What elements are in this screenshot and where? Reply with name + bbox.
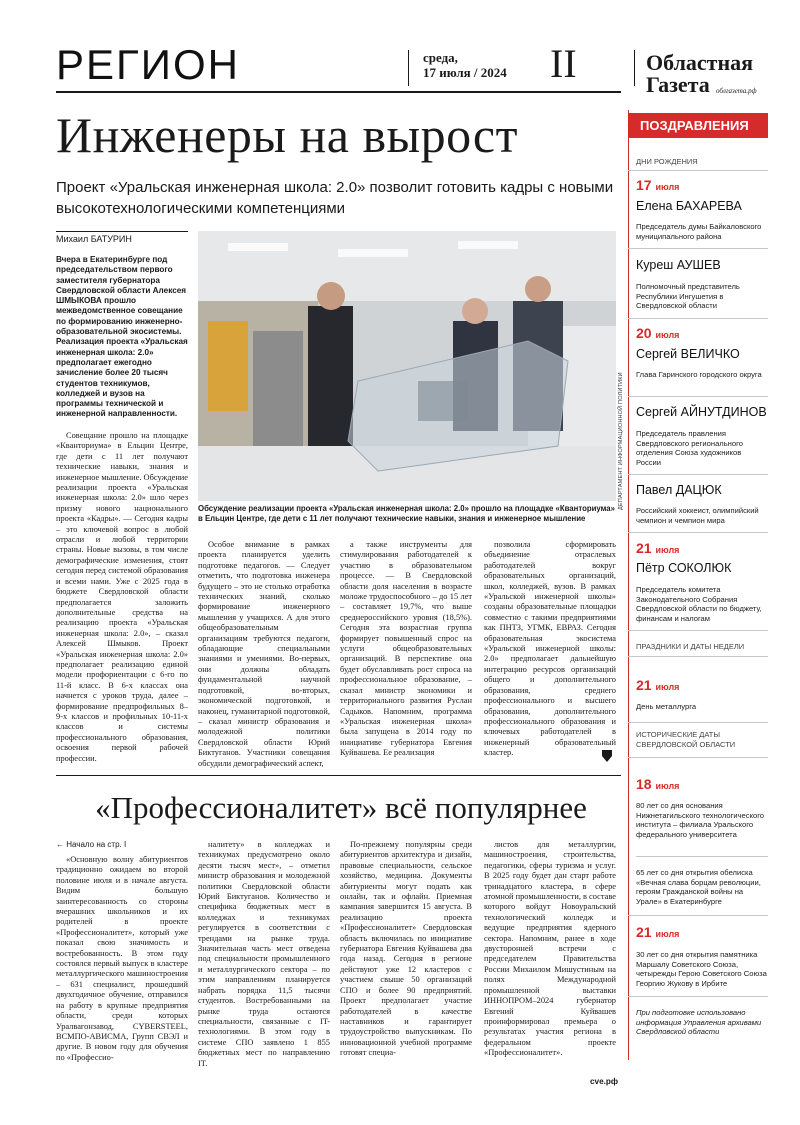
- sidebar-divider: [628, 915, 768, 916]
- photo-credit: ДЕПАРТАМЕНТ ИНФОРМАЦИОННОЙ ПОЛИТИКИ: [618, 372, 624, 510]
- author-rule: [56, 231, 188, 232]
- article-lead: Проект «Уральская инженерная школа: 2.0» позволит готовить кадры с новыми высокотехнологическими компетенциями: [56, 179, 614, 217]
- sidebar-divider: [628, 248, 768, 249]
- article-column: [198, 840, 330, 1068]
- article-author: Михаил БАТУРИН: [56, 234, 132, 244]
- date-day: 18: [636, 776, 652, 792]
- history-item: 80 лет со дня основания Нижнетагильского технологического института – филиала Уральского федерального университета: [636, 801, 765, 839]
- sidebar-divider: [628, 656, 768, 657]
- date-day: 21: [636, 540, 652, 556]
- article-column: [340, 840, 472, 1065]
- history-item: 65 лет со дня открытия обелиска «Вечная слава борцам революции, героям Гражданской войны на Урале» в Екатеринбурге: [636, 868, 761, 906]
- article-column: [484, 540, 616, 758]
- sidebar-name: Сергей ВЕЛИЧКО: [636, 347, 740, 361]
- sidebar-date: [636, 177, 679, 193]
- article-text: По-прежнему популярны среди абитуриентов архитектура и дизайн, правовые специальности, сельское хозяйство, медицина. Документы абитуриенты могут подать как онлайн, так и офлайн. Приемная кампания завершится 15 августа. В реализацию проекта «Профессионалитет» Свердловская область включилась по инициативе губернатора Евгения Куйвашева два года назад. Сегодня в регионе действуют уже 12 кластеров с участием свыше 50 организаций СПО и более 90 предприятий. Проект предполагает участие работодателей в качестве наставников и гарантирует трудоустройство выпускникам. По инновационной учебной программе готовят специа-: [340, 840, 472, 1058]
- continued-label: Начало на стр. I: [66, 840, 127, 849]
- sidebar-divider: [628, 722, 768, 723]
- logo-line-1: Областная: [646, 50, 754, 75]
- article-column: [198, 540, 330, 766]
- article-headline: Инженеры на вырост: [56, 107, 518, 163]
- sidebar-name: Елена БАХАРЕВА: [636, 199, 742, 213]
- issue-weekday: среда,: [423, 50, 458, 65]
- sidebar-name: Павел ДАЦЮК: [636, 483, 722, 497]
- sidebar-divider: [628, 757, 768, 758]
- holiday-name: День металлурга: [636, 702, 697, 711]
- date-day: 17: [636, 177, 652, 193]
- history-item: 30 лет со дня открытия памятника Маршалу Советского Союза, четырежды Герою Советского Союза Георгию Жукову в Ирбите: [636, 950, 767, 988]
- sidebar-divider: [628, 396, 768, 397]
- section-title: РЕГИОН: [56, 41, 240, 88]
- sidebar-divider: [636, 856, 768, 857]
- sidebar-desc: Председатель думы Байкаловского муниципального района: [636, 222, 762, 241]
- logo-line-2: Газета: [646, 72, 710, 97]
- sidebar-footnote: При подготовке использовано информация Управления архивами Свердловской области: [636, 1008, 762, 1037]
- article-text: «Основную волну абитуриентов традиционно ожидаем во второй половине июля и в начале августа. Видим большую заинтересованность со стороны вчерашних школьников и их родителей в проекте «Профессионалитет», который уже показал свою значимость и востребованность. В этом году состоялся первый выпуск в кластере металлургического машиностроения – 631 специалист, прошедший двухгодичное обучение, отправился на работу в крупные предприятия области, среди которых Уралвагонзавод, CYBERSTEEL, ВСМПО-АВИСМА, Групп СВЭЛ и другие. В новом году для обучения по «Профессио-: [56, 855, 188, 1062]
- article-text: а также инструменты для стимулирования работодателей к участию в образовательном процессе. — В Свердловской области доля населения в возрасте моложе трудоспособного – до 15 лет – составляет 19,7%, что выше среднероссийского уровня (18,5%). Сегодня эта возрастная группа формирует повышенный спрос на услуги общеобразовательных организаций. В перспективе она будет обуславливать рост спроса на профессиональное образование, – сказал министр экономики и территориального развития Руслан Садыков. Напомним, программа «Уральская инженерная школа» была запущена в 2014 году по инициативе губернатора Евгения Куйвашева. Ее реализация: [340, 540, 472, 758]
- sidebar-divider: [628, 630, 768, 631]
- sidebar-date: [636, 924, 679, 940]
- sidebar-desc: Глава Гаринского городского округа: [636, 370, 762, 379]
- article-column: [56, 855, 188, 1060]
- date-day: 20: [636, 325, 652, 341]
- article-intro: Вчера в Екатеринбурге под председательством первого заместителя губернатора Свердловской области Алексея ШМЫКОВА прошло межведомственное совещание по формированию инженерно-образовательной экосистемы. Реализация проекта «Уральская инженерная школа: 2.0» предполагает ежегодно зачисление более 20 тысяч студентов техникумов, колледжей и вузов на программы технической и инженерной направленности.: [56, 255, 188, 419]
- photo-caption: Обсуждение реализации проекта «Уральская инженерная школа: 2.0» прошло на площадке «Кванториума» в Ельцин Центре, где дети с 11 лет получают технические навыки, знания и инженерное мышление: [198, 504, 615, 523]
- sidebar-desc: Российский хоккеист, олимпийский чемпион и чемпион мира: [636, 506, 759, 525]
- sidebar-desc: Председатель правления Свердловского регионального отделения Союза художников России: [636, 429, 743, 467]
- date-month: июля: [655, 781, 680, 791]
- issue-full-date: 17 июля / 2024: [423, 65, 507, 80]
- sidebar-date: [636, 776, 679, 792]
- sidebar-desc: Полномочный представитель Республики Ингушетия в Свердловской области: [636, 282, 740, 311]
- brand-url: облгазета.рф: [716, 87, 757, 95]
- article-column: [484, 840, 616, 1058]
- sidebar-date: [636, 325, 679, 341]
- sidebar-divider: [628, 532, 768, 533]
- sidebar-section-birthdays: ДНИ РОЖДЕНИЯ: [636, 157, 698, 166]
- date-day: 21: [636, 924, 652, 940]
- arrow-left-icon: ←: [56, 840, 67, 849]
- page-number: II: [550, 41, 577, 86]
- article-text: позволила сформировать объединение отраслевых работодателей вокруг образовательных организаций, школ, колледжей, вузов. В рамках «Уральской инженерной школы» созданы образовательные площадки совместно с такими предприятиями как ПНТЗ, УГМК, ЕВРАЗ. Сегодня образовательная экосистема «Уральской инженерной школы: 2.0» предполагает дальнейшую интеграцию ресурсов организаций общего и дополнительного образования, среднего профессионального и высшего образования, дополнительного профессионального образования и ключевых работодателей в инженерный образовательный кластер.: [484, 540, 616, 758]
- sidebar-divider: [628, 474, 768, 475]
- sidebar-name: Пётр СОКОЛЮК: [636, 561, 732, 575]
- sidebar-name: Куреш АУШЕВ: [636, 258, 721, 272]
- article-column: [56, 431, 188, 766]
- article-photo: [198, 231, 616, 501]
- article-column: [340, 540, 472, 766]
- article-text: Особое внимание в рамках проекта планируется уделить подготовке педагогов. — Следует отметить, что подготовка инженера будущего – это не столько отработка технических знаний, сколько формирование инженерного мышления у учащихся. А для этого общеобразовательным организациям требуются педагоги, обладающие специальными знаниями и умениями. Во-первых, они должны обладать фундаментальной научной подготовкой, во-вторых, экономической подготовкой, и наконец, гуманитарной подготовкой, – сказал министр образования и молодежной политики Свердловской области Юрий Биктуганов. Участники совещания обсудили демографический аспект,: [198, 540, 330, 768]
- header-rule: [56, 91, 621, 93]
- date-day: 21: [636, 677, 652, 693]
- source-link[interactable]: сvе.рф: [590, 1077, 619, 1086]
- sidebar-desc: Председатель комитета Законодательного Собрания Свердловской области по бюджету, финансам и налогам: [636, 585, 762, 623]
- sidebar-divider: [628, 318, 768, 319]
- sidebar-section-holidays: ПРАЗДНИКИ И ДАТЫ НЕДЕЛИ: [636, 642, 745, 651]
- date-month: июля: [655, 182, 680, 192]
- sidebar-date: [636, 677, 679, 693]
- article-text: Совещание прошло на площадке «Кванториума» в Ельцин Центре, где дети с 11 лет получают технические навыки, знания и инженерное мышление. Обсуждение реализации проекта «Уральская инженерная школа: 2.0» шло через призму нового национального проекта «Кадры». — Сегодня кадры – это ключевой вопрос в любой отрасли и любой территории страны. Новые вызовы, в том числе демографические изменения, стоят сегодня перед системой образования и всеми нами. Уже с 2025 года в бюджете Свердловской области предполагается заложить дополнительные средства на реализацию проекта «Уральская инженерная школа: 2.0», – сказал Алексей Шмыков. Проект «Уральская инженерная школа: 2.0» предполагает реализацию единой модели профориентации с 6-го по 11-й класс. В 6-х классах она начнется с уроков труда, далее – формирование предпрофильных 8–9-х классов и профильных 10-11-х классов и системы профессионального образования, освоения первой рабочей профессии.: [56, 431, 188, 763]
- header-divider: [634, 50, 635, 86]
- sidebar-date: [636, 540, 679, 556]
- sidebar-title: ПОЗДРАВЛЕНИЯ: [628, 113, 768, 138]
- date-month: июля: [655, 929, 680, 939]
- end-mark-icon: [600, 748, 614, 764]
- sidebar-name: Сергей АЙНУТДИНОВ: [636, 405, 767, 419]
- date-month: июля: [655, 682, 680, 692]
- date-month: июля: [655, 330, 680, 340]
- sidebar-border: [628, 110, 629, 1060]
- sidebar-divider: [628, 170, 768, 171]
- date-month: июля: [655, 545, 680, 555]
- sidebar-section-history: ИСТОРИЧЕСКИЕ ДАТЫ СВЕРДЛОВСКОЙ ОБЛАСТИ: [636, 730, 736, 749]
- article-text: листов для металлургии, машиностроения, строительства, педагогики, сферы туризма и услуг. В 2025 году будет дан старт работе тринадцатого кластера, в сфере атомной промышленности, в составе которого войдут Новоуральский технологический колледж и ведущие предприятия ядерного сектора. Напомним, ранее в ходе двусторонней встречи с председателем Правительства России Михаилом Мишустиным на полях Международной промышленной выставки ИННОПРОМ–2024 губернатор Евгений Куйвашев проинформировал премьера о результатах участия региона в федеральном проекте «Профессионалитет».: [484, 840, 616, 1058]
- article-divider: [56, 775, 621, 776]
- continued-from[interactable]: [56, 840, 126, 849]
- sidebar-divider: [628, 996, 768, 997]
- issue-date: [423, 50, 507, 80]
- article2-headline: «Профессионалитет» всё популярнее: [95, 790, 587, 825]
- header-divider: [408, 50, 409, 86]
- article-text: налитету» в колледжах и техникумах предусмотрено около десяти тысяч мест», – отметил министр образования и молодежной политики Свердловской области Юрий Биктуганов. Количество и специфика бюджетных мест в колледжах и техникумах регулируется в соответствии с трендами на рынке труда. Значительная часть мест отведена под специальности промышленного и металлургического сектора – по этим направлениям планируется набрать порядка 11,5 тысячи студентов. Востребованными на рынке труда остаются специальности, связанные с IT-технологиями. В этом году в системе СПО заявлено 1 855 бюджетных мест по направлению IT.: [198, 840, 330, 1068]
